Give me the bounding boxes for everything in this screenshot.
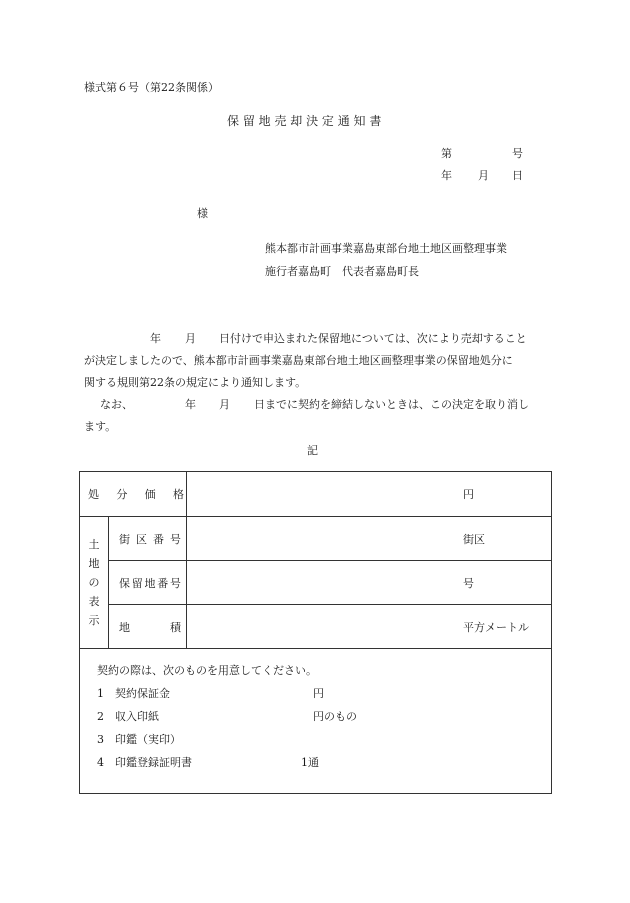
block-number-label-cell bbox=[109, 517, 187, 561]
land-group-label bbox=[80, 517, 109, 649]
date-month: 月 bbox=[478, 169, 489, 182]
label-char: 街 bbox=[119, 532, 130, 546]
note-item-number: 2 bbox=[97, 710, 104, 723]
date-day: 日 bbox=[512, 169, 523, 182]
price-row bbox=[80, 472, 552, 517]
body-line-3: 関する規則第22条の規定により通知します。 bbox=[84, 376, 307, 389]
label-char: 号 bbox=[170, 576, 181, 590]
land-group-char: の bbox=[88, 576, 100, 589]
note-item-label: 収入印紙 bbox=[115, 710, 159, 723]
label-char: 地 bbox=[144, 576, 156, 590]
land-area-label bbox=[119, 619, 181, 635]
land-area-value-cell bbox=[187, 605, 552, 649]
note-item-value: 1通 bbox=[301, 756, 319, 769]
label-char: 保 bbox=[119, 576, 130, 590]
note-item-number: 3 bbox=[97, 733, 104, 746]
note-item-number: 1 bbox=[97, 687, 104, 700]
land-group-char: 表 bbox=[88, 595, 100, 608]
reserved-land-number-unit: 号 bbox=[463, 576, 474, 590]
doc-number-prefix: 第 bbox=[441, 147, 452, 160]
label-char: 区 bbox=[136, 532, 147, 546]
price-unit: 円 bbox=[463, 488, 474, 501]
notes-intro: 契約の際は、次のものを用意してください。 bbox=[97, 664, 317, 677]
reserved-land-number-row bbox=[80, 561, 552, 605]
land-area-row bbox=[80, 605, 552, 649]
doc-number-suffix: 号 bbox=[512, 147, 523, 160]
note-item-number: 4 bbox=[97, 756, 104, 769]
note-item-label: 印鑑登録証明書 bbox=[115, 756, 192, 769]
block-number-unit: 街区 bbox=[463, 532, 485, 546]
price-label-char: 価 bbox=[144, 488, 156, 501]
land-group-char: 地 bbox=[88, 557, 100, 570]
form-number: 様式第６号（第22条関係） bbox=[84, 81, 219, 94]
label-char: 留 bbox=[131, 576, 143, 590]
land-area-label-cell bbox=[109, 605, 187, 649]
addressee-suffix: 様 bbox=[197, 207, 208, 220]
block-number-row bbox=[80, 517, 552, 561]
body-line-4: 日までに契約を締結しないときは、この決定を取り消し bbox=[254, 398, 529, 411]
body-line-4-month: 月 bbox=[219, 398, 230, 411]
document-title: 保 留 地 売 却 決 定 通 知 書 bbox=[227, 114, 382, 128]
label-char: 積 bbox=[170, 620, 181, 634]
price-label-cell bbox=[80, 472, 187, 517]
label-char: 号 bbox=[170, 532, 181, 546]
body-line-4-start: なお、 bbox=[100, 398, 133, 411]
price-value-cell bbox=[187, 472, 552, 517]
ki-heading: 記 bbox=[307, 444, 318, 457]
land-group-char: 示 bbox=[88, 614, 100, 627]
body-line-2: が決定しましたので、熊本都市計画事業嘉島東部台地土地区画整理事業の保留地処分に bbox=[84, 354, 513, 367]
note-item-value: 円のもの bbox=[313, 710, 357, 723]
reserved-land-number-label bbox=[119, 575, 181, 591]
note-item-value: 円 bbox=[313, 687, 324, 700]
contract-notes-box bbox=[79, 648, 552, 794]
reserved-land-number-value-cell bbox=[187, 561, 552, 605]
issuer-line-1: 熊本都市計画事業嘉島東部台地土地区画整理事業 bbox=[265, 242, 507, 255]
land-area-unit: 平方メートル bbox=[463, 620, 529, 634]
sale-details-table bbox=[79, 471, 552, 649]
body-line-4-year: 年 bbox=[185, 398, 196, 411]
block-number-value-cell bbox=[187, 517, 552, 561]
price-label bbox=[88, 486, 184, 502]
body-line-5: ます。 bbox=[84, 420, 117, 433]
price-label-char: 処 bbox=[88, 488, 99, 501]
issuer-line-2: 施行者嘉島町 代表者嘉島町長 bbox=[265, 265, 419, 278]
land-group-char: 土 bbox=[88, 538, 100, 551]
label-char: 地 bbox=[119, 620, 130, 634]
note-item-label: 印鑑（実印） bbox=[115, 733, 181, 746]
block-number-label bbox=[119, 531, 181, 547]
body-month: 月 bbox=[185, 332, 196, 345]
body-line-1: 日付けで申込まれた保留地については、次により売却すること bbox=[219, 332, 527, 345]
date-year: 年 bbox=[441, 169, 452, 182]
note-item-label: 契約保証金 bbox=[115, 687, 170, 700]
reserved-land-number-label-cell bbox=[109, 561, 187, 605]
body-year: 年 bbox=[150, 332, 161, 345]
label-char: 番 bbox=[157, 576, 169, 590]
price-label-char: 分 bbox=[116, 488, 128, 501]
price-label-char: 格 bbox=[172, 488, 184, 501]
label-char: 番 bbox=[153, 532, 164, 546]
